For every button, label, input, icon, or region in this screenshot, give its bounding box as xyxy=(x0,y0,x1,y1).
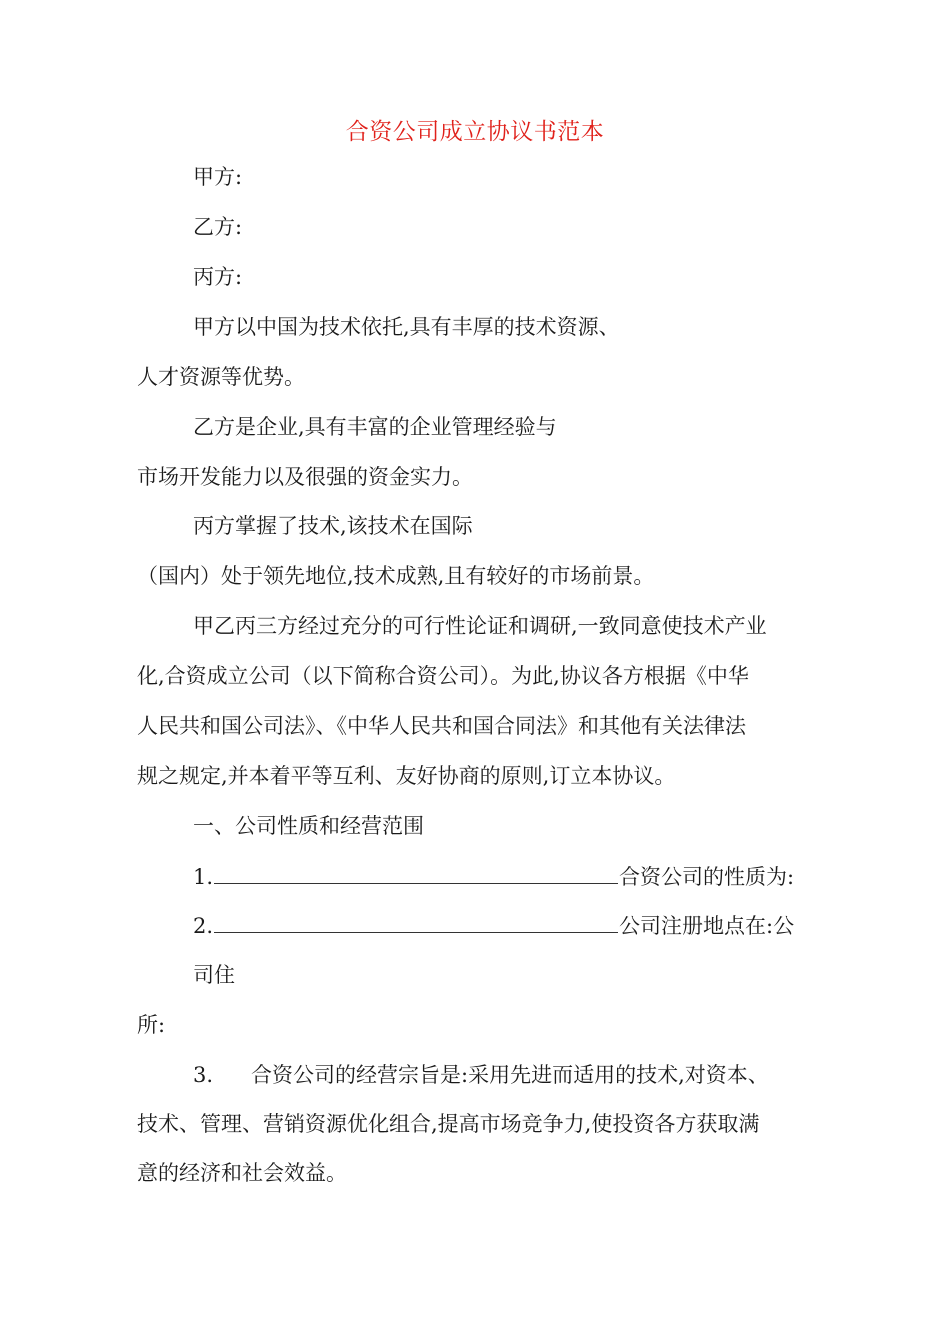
party-a-intro-line2: 人才资源等优势。 xyxy=(137,365,305,389)
item1-line xyxy=(193,861,794,892)
item2-number: 2. xyxy=(193,914,214,938)
preamble-line4: 规之规定,并本着平等互利、友好协商的原则,订立本协议。 xyxy=(137,764,676,788)
item1-blank-field[interactable] xyxy=(214,861,618,884)
party-c-intro-line1: 丙方掌握了技术,该技术在国际 xyxy=(193,514,473,538)
item3-text1: 合资公司的经营宗旨是:采用先进而适用的技术,对资本、 xyxy=(251,1063,769,1087)
item1-number: 1. xyxy=(193,865,214,889)
preamble-line2: 化,合资成立公司（以下简称合资公司）。为此,协议各方根据《中华 xyxy=(137,664,749,688)
party-c-intro-line2: （国内）处于领先地位,技术成熟,且有较好的市场前景。 xyxy=(137,564,655,588)
document-title: 合资公司成立协议书范本 xyxy=(345,119,605,145)
item3-number: 3. xyxy=(193,1063,214,1087)
party-c-label: 丙方: xyxy=(193,265,243,289)
preamble-line1: 甲乙丙三方经过充分的可行性论证和调研,一致同意使技术产业 xyxy=(193,614,767,638)
item3-line2: 技术、管理、营销资源优化组合,提高市场竞争力,使投资各方获取满 xyxy=(137,1112,760,1136)
item2-continuation1: 司住 xyxy=(193,963,235,987)
party-b-intro-line1: 乙方是企业,具有丰富的企业管理经验与 xyxy=(193,415,557,439)
section1-heading: 一、公司性质和经营范围 xyxy=(193,814,424,838)
item2-continuation2: 所: xyxy=(137,1013,166,1037)
item1-text: 合资公司的性质为: xyxy=(619,865,795,889)
party-b-label: 乙方: xyxy=(193,215,243,239)
item2-text: 公司注册地点在:公 xyxy=(619,914,795,938)
party-a-intro-line1: 甲方以中国为技术依托,具有丰厚的技术资源、 xyxy=(193,315,620,339)
item3-line3: 意的经济和社会效益。 xyxy=(137,1161,347,1185)
preamble-line3: 人民共和国公司法》、《中华人民共和国合同法》和其他有关法律法 xyxy=(137,714,746,738)
item3-line1 xyxy=(193,1060,769,1090)
party-a-label: 甲方: xyxy=(193,165,243,189)
item2-blank-field[interactable] xyxy=(214,910,618,933)
party-b-intro-line2: 市场开发能力以及很强的资金实力。 xyxy=(137,465,473,489)
item2-line xyxy=(193,910,794,941)
